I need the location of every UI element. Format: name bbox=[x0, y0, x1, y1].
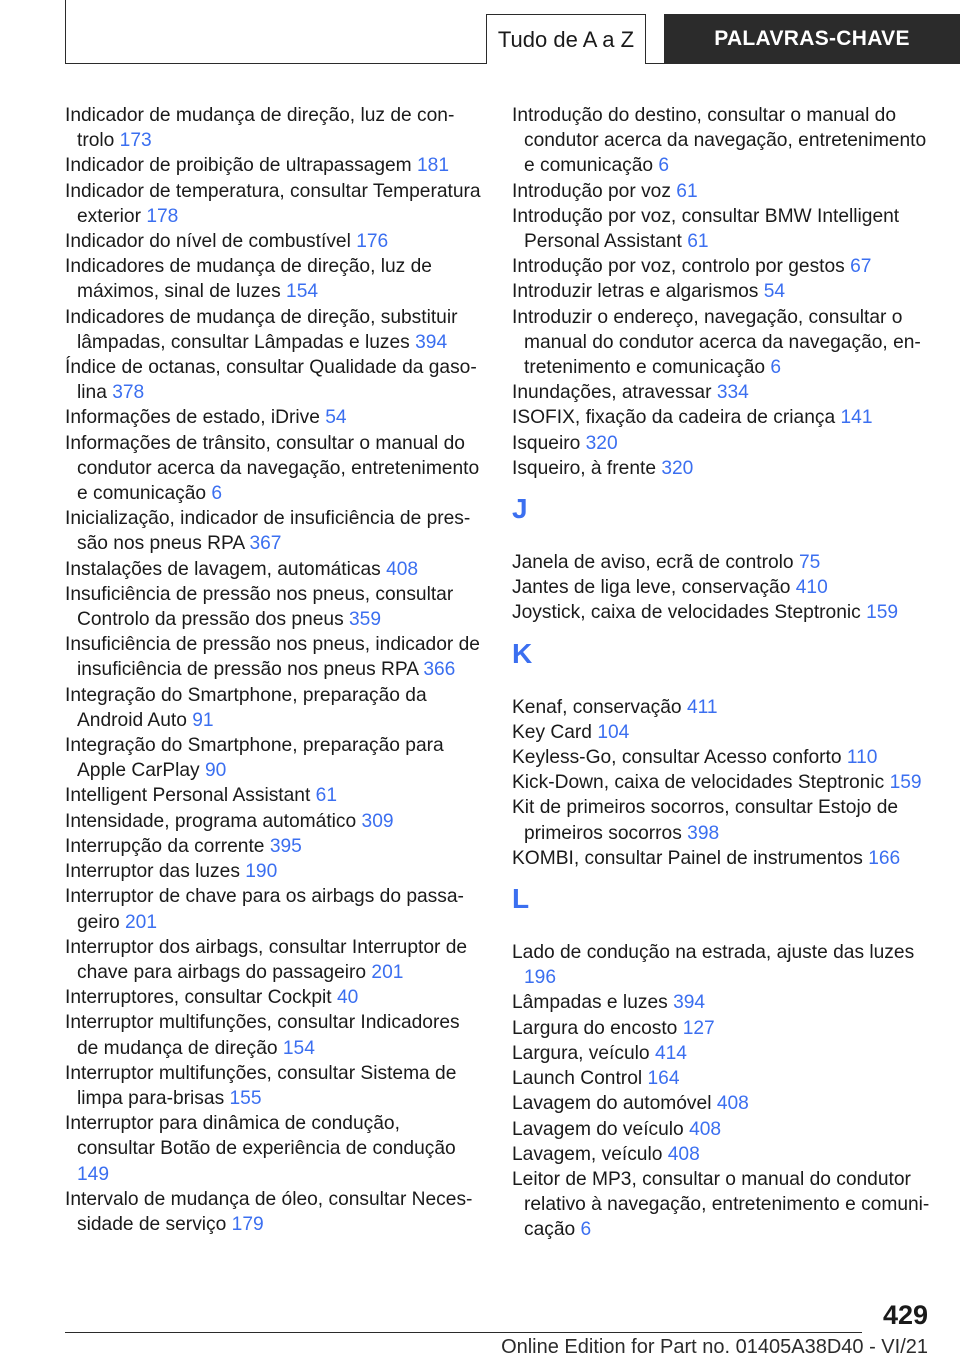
index-entry bbox=[512, 405, 932, 430]
index-entry bbox=[512, 695, 932, 720]
letter-heading-l: L bbox=[512, 883, 530, 915]
index-entry bbox=[65, 985, 481, 1010]
index-entry-text: Kenaf, conservação bbox=[512, 696, 682, 718]
page-reference-link[interactable]: 190 bbox=[245, 861, 278, 883]
index-entry bbox=[65, 229, 481, 254]
index-entry-text: Lavagem do veículo bbox=[512, 1118, 684, 1140]
page-reference-link[interactable]: 334 bbox=[716, 382, 749, 404]
page-reference-link[interactable]: 67 bbox=[850, 256, 872, 278]
page-reference-link[interactable]: 201 bbox=[371, 961, 404, 983]
index-entry-text: Intelligent Personal Assistant bbox=[65, 785, 311, 807]
page-reference-link[interactable]: 141 bbox=[840, 407, 873, 429]
page-reference-link[interactable]: 367 bbox=[249, 533, 282, 555]
index-entry bbox=[512, 600, 932, 625]
page-reference-link[interactable]: 91 bbox=[192, 709, 214, 731]
page-reference-link[interactable]: 414 bbox=[654, 1042, 687, 1064]
page-reference-link[interactable]: 394 bbox=[673, 992, 706, 1014]
index-entry-text: Kit de primeiros socorros, consultar Estojo de primeiros socorros bbox=[512, 797, 899, 844]
index-entry-text: Insuficiência de pressão nos pneus, consultar Controlo da pressão dos pneus bbox=[65, 583, 454, 631]
page-reference-link[interactable]: 201 bbox=[125, 911, 158, 933]
index-entry-text: Introdução por voz, controlo por gestos bbox=[512, 256, 845, 278]
page-reference-link[interactable]: 173 bbox=[119, 130, 152, 152]
index-entry-text: Indicador de mudança de direção, luz de controlo bbox=[65, 105, 455, 152]
page-reference-link[interactable]: 149 bbox=[77, 1163, 110, 1185]
index-entry bbox=[512, 1041, 932, 1066]
page-reference-link[interactable]: 61 bbox=[315, 785, 338, 807]
index-entry-text: Isqueiro bbox=[512, 432, 581, 454]
page-reference-link[interactable]: 196 bbox=[524, 967, 557, 989]
index-entry bbox=[65, 884, 481, 934]
index-entry-text: Informações de trânsito, consultar o manual do condutor acerca da navegação, entretenimento e comunicação bbox=[65, 432, 480, 505]
page-reference-link[interactable]: 6 bbox=[770, 357, 782, 379]
index-entry-text: Interruptor para dinâmica de condução, consultar Botão de experiência de condução bbox=[65, 1113, 456, 1160]
page-reference-link[interactable]: 366 bbox=[423, 659, 456, 681]
letter-heading-j: J bbox=[512, 493, 528, 525]
index-entry-text: Isqueiro, à frente bbox=[512, 457, 656, 479]
page-reference-link[interactable]: 408 bbox=[716, 1093, 749, 1115]
page-reference-link[interactable]: 378 bbox=[112, 382, 145, 404]
index-entry-text: Indicador de temperatura, consultar Temperatura exterior bbox=[65, 180, 481, 227]
page-reference-link[interactable]: 159 bbox=[866, 602, 899, 624]
index-entry-text: Leitor de MP3, consultar o manual do condutor relativo à navegação, entretenimento e comunicação bbox=[512, 1168, 930, 1241]
index-entry bbox=[512, 550, 932, 575]
index-entry bbox=[65, 506, 481, 556]
index-entry-text: ISOFIX, fixação da cadeira de criança bbox=[512, 407, 836, 429]
index-entry bbox=[65, 1061, 481, 1111]
index-entry bbox=[65, 103, 481, 153]
index-entry-text: Joystick, caixa de velocidades Steptronic bbox=[512, 602, 861, 624]
index-entry-text: Keyless-Go, consultar Acesso conforto bbox=[512, 747, 842, 769]
index-entry-text: Kick-Down, caixa de velocidades Steptronic bbox=[512, 772, 885, 794]
index-entry-text: Indicadores de mudança de direção, substituir lâmpadas, consultar Lâmpadas e luzes bbox=[65, 306, 458, 353]
index-entry-text: Intensidade, programa automático bbox=[65, 810, 357, 832]
index-entry-text: Inundações, atravessar bbox=[512, 382, 712, 404]
index-entry bbox=[65, 1111, 481, 1187]
index-entry bbox=[512, 254, 932, 279]
index-entry bbox=[65, 783, 481, 808]
index-entry bbox=[512, 103, 932, 179]
index-entry-text: Launch Control bbox=[512, 1068, 643, 1090]
page-reference-link[interactable]: 127 bbox=[682, 1017, 715, 1039]
index-entry-text: Indicador de proibição de ultrapassagem bbox=[65, 155, 412, 177]
index-entry bbox=[65, 179, 481, 229]
index-entry bbox=[65, 153, 481, 178]
index-entry-text: Lado de condução na estrada, ajuste das luzes bbox=[512, 942, 915, 964]
index-entry-text: Introdução do destino, consultar o manual do condutor acerca da navegação, entretenimento e comunicação bbox=[512, 105, 927, 177]
index-entry-text: Interruptores, consultar Cockpit bbox=[65, 987, 332, 1009]
page-reference-link[interactable]: 179 bbox=[231, 1213, 264, 1235]
index-entry-text: Informações de estado, iDrive bbox=[65, 407, 320, 429]
page-reference-link[interactable]: 54 bbox=[763, 281, 786, 303]
index-entry-text: Índice de octanas, consultar Qualidade da gasolina bbox=[65, 357, 477, 404]
page-reference-link[interactable]: 75 bbox=[798, 552, 821, 574]
page-reference-link[interactable]: 394 bbox=[415, 331, 448, 353]
index-entry bbox=[512, 846, 932, 871]
page-reference-link[interactable]: 154 bbox=[282, 1037, 315, 1059]
index-entry bbox=[65, 834, 481, 859]
index-entry bbox=[512, 1091, 932, 1116]
index-entry bbox=[65, 859, 481, 884]
index-entry-text: Indicadores de mudança de direção, luz de máximos, sinal de luzes bbox=[65, 256, 432, 303]
index-entry bbox=[512, 1066, 932, 1091]
index-entry-text: Interruptor dos airbags, consultar Interruptor de chave para airbags do passageiro bbox=[65, 936, 468, 983]
index-entry bbox=[512, 1016, 932, 1041]
page-reference-link[interactable]: 6 bbox=[658, 155, 670, 177]
index-entry bbox=[65, 683, 481, 733]
index-entry bbox=[512, 575, 932, 600]
index-entry-text: Interrupção da corrente bbox=[65, 835, 265, 857]
index-entry-text: Jantes de liga leve, conservação bbox=[512, 577, 791, 599]
index-entry-text: Janela de aviso, ecrã de controlo bbox=[512, 552, 794, 574]
index-entry bbox=[512, 431, 932, 456]
index-entry bbox=[512, 940, 932, 990]
page-reference-link[interactable]: 164 bbox=[647, 1068, 680, 1090]
page-reference-link[interactable]: 181 bbox=[417, 155, 450, 177]
index-entry bbox=[512, 1117, 932, 1142]
index-entry-text: Instalações de lavagem, automáticas bbox=[65, 558, 381, 580]
index-entry-text: Introduzir letras e algarismos bbox=[512, 281, 759, 303]
index-entry-text: Largura, veículo bbox=[512, 1042, 650, 1064]
index-entry-text: Key Card bbox=[512, 721, 592, 743]
page-reference-link[interactable]: 398 bbox=[687, 822, 720, 844]
page-reference-link[interactable]: 104 bbox=[597, 721, 630, 743]
page-reference-link[interactable]: 411 bbox=[686, 696, 718, 718]
index-entry bbox=[512, 745, 932, 770]
index-entry bbox=[512, 1142, 932, 1167]
index-entry-text: Introdução por voz bbox=[512, 180, 671, 202]
index-entry-text: Lâmpadas e luzes bbox=[512, 992, 668, 1014]
index-entry-text: Interruptor das luzes bbox=[65, 861, 240, 883]
page-reference-link[interactable]: 359 bbox=[349, 609, 382, 631]
index-entry bbox=[65, 733, 481, 783]
letter-heading-k: K bbox=[512, 637, 533, 669]
index-entry-text: Interruptor multifunções, consultar Sistema de limpa para-brisas bbox=[65, 1062, 457, 1109]
index-column-left bbox=[65, 103, 481, 1237]
index-entry bbox=[512, 380, 932, 405]
page-reference-link[interactable]: 408 bbox=[667, 1143, 700, 1165]
page-reference-link[interactable]: 110 bbox=[846, 747, 878, 769]
page-number: 429 bbox=[882, 1300, 928, 1330]
page-reference-link[interactable]: 166 bbox=[868, 847, 901, 869]
index-entry bbox=[512, 456, 932, 481]
index-entry-text: Indicador do nível de combustível bbox=[65, 231, 351, 253]
page-reference-link[interactable]: 54 bbox=[325, 407, 347, 429]
index-entry-text: Interruptor multifunções, consultar Indicadores de mudança de direção bbox=[65, 1012, 460, 1059]
index-entry bbox=[65, 431, 481, 507]
index-entry-text: Largura do encosto bbox=[512, 1017, 678, 1039]
index-entry-text: Introduzir o endereço, navegação, consultar o manual do condutor acerca da navegação, entretenimento e comunicação bbox=[512, 306, 921, 379]
page-reference-link[interactable]: 309 bbox=[361, 810, 394, 832]
index-entry bbox=[512, 305, 932, 381]
index-entry bbox=[65, 809, 481, 834]
index-entry bbox=[512, 770, 932, 795]
index-entry bbox=[512, 990, 932, 1015]
index-entry bbox=[65, 557, 481, 582]
page-reference-link[interactable]: 159 bbox=[889, 772, 922, 794]
index-entry bbox=[512, 279, 932, 304]
index-entry-text: Lavagem, veículo bbox=[512, 1143, 663, 1165]
index-entry-text: Introdução por voz, consultar BMW Intelligent Personal Assistant bbox=[512, 205, 900, 253]
page-reference-link[interactable]: 395 bbox=[269, 835, 302, 857]
index-entry-text: Inicialização, indicador de insuficiência de pressão nos pneus RPA bbox=[65, 508, 471, 555]
page-reference-link[interactable]: 155 bbox=[229, 1087, 262, 1109]
page-reference-link[interactable]: 90 bbox=[205, 760, 227, 782]
page-reference-link[interactable]: 408 bbox=[386, 558, 419, 580]
index-entry bbox=[65, 1010, 481, 1060]
index-entry bbox=[65, 582, 481, 632]
page-reference-link[interactable]: 6 bbox=[580, 1219, 592, 1241]
page-reference-link[interactable]: 320 bbox=[585, 432, 618, 454]
page-reference-link[interactable]: 410 bbox=[795, 577, 828, 599]
footer-divider bbox=[65, 1332, 862, 1333]
section-tab[interactable]: Tudo de A a Z bbox=[486, 14, 646, 64]
page-reference-link[interactable]: 176 bbox=[356, 231, 389, 253]
page-reference-link[interactable]: 320 bbox=[661, 457, 694, 479]
index-entry-text: Interruptor de chave para os airbags do passageiro bbox=[65, 886, 464, 933]
index-entry bbox=[512, 720, 932, 745]
index-entry bbox=[65, 1187, 481, 1237]
index-entry bbox=[65, 935, 481, 985]
index-column-right bbox=[512, 103, 932, 1243]
page-reference-link[interactable]: 40 bbox=[336, 987, 359, 1009]
page-reference-link[interactable]: 6 bbox=[211, 483, 223, 505]
index-entry bbox=[512, 179, 932, 204]
index-entry-text: Intervalo de mudança de óleo, consultar Necessidade de serviço bbox=[65, 1188, 473, 1235]
index-entry bbox=[65, 254, 481, 304]
chapter-tab[interactable]: PALAVRAS-CHAVE bbox=[664, 14, 960, 64]
index-entry bbox=[65, 632, 481, 682]
footer-edition-text: Online Edition for Part no. 01405A38D40 - VI/21 bbox=[501, 1336, 928, 1358]
page-reference-link[interactable]: 154 bbox=[286, 281, 319, 303]
index-entry bbox=[512, 795, 932, 845]
index-entry-text: Insuficiência de pressão nos pneus, indicador de insuficiência de pressão nos pneus RPA bbox=[65, 634, 480, 681]
index-entry-text: KOMBI, consultar Painel de instrumentos bbox=[512, 847, 863, 869]
index-entry bbox=[512, 1167, 932, 1243]
page-reference-link[interactable]: 61 bbox=[676, 180, 698, 202]
index-entry-text: Integração do Smartphone, preparação da Android Auto bbox=[65, 684, 427, 731]
index-entry-text: Lavagem do automóvel bbox=[512, 1093, 712, 1115]
header-left-rule bbox=[65, 0, 66, 64]
index-entry-text: Integração do Smartphone, preparação para Apple CarPlay bbox=[65, 735, 444, 782]
index-entry bbox=[65, 305, 481, 355]
page-reference-link[interactable]: 408 bbox=[689, 1118, 722, 1140]
index-entry bbox=[512, 204, 932, 254]
page-reference-link[interactable]: 61 bbox=[687, 231, 709, 253]
index-entry bbox=[65, 405, 481, 430]
page-reference-link[interactable]: 178 bbox=[146, 205, 179, 227]
index-entry bbox=[65, 355, 481, 405]
